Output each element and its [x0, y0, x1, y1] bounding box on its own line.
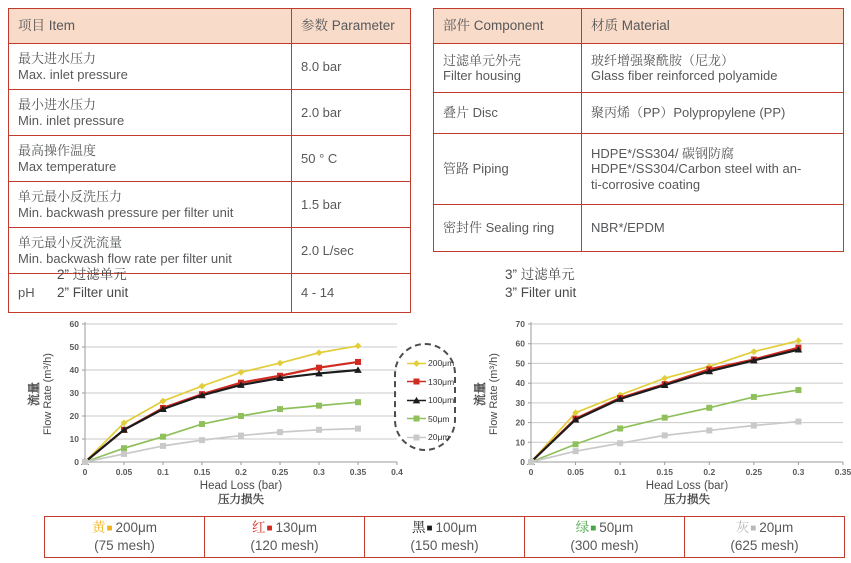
- y-tick-label: 40: [69, 365, 79, 375]
- marker-square: [160, 443, 166, 449]
- marker-square: [199, 437, 205, 443]
- marker-square: [199, 421, 205, 427]
- marker-diamond: [413, 360, 420, 367]
- mesh-count-label: (150 mesh): [410, 537, 479, 553]
- cell-line: 叠片 Disc: [443, 105, 498, 121]
- marker-diamond: [750, 348, 757, 355]
- chart-title-2in-zh: 2” 过滤单元: [57, 267, 127, 282]
- legend-item-200μm: [407, 354, 454, 373]
- y-tick-label: 60: [515, 338, 525, 349]
- parameter-header: 参数 Parameter: [292, 9, 411, 44]
- item-row: [9, 136, 411, 182]
- marker-square: [751, 394, 757, 400]
- marker-diamond: [355, 342, 362, 349]
- cell-line: 过滤单元外壳: [443, 52, 522, 68]
- mesh-count-label: (625 mesh): [730, 537, 799, 553]
- color-swatch-icon: ■: [590, 523, 597, 534]
- component-row: [434, 44, 844, 93]
- legend-marker-icon: [407, 359, 426, 368]
- marker-square: [528, 459, 534, 465]
- color-name-zh: 黑: [411, 520, 426, 535]
- marker-square: [355, 426, 361, 432]
- line-chart-3in-filter-unit: [503, 316, 851, 508]
- material-cell: [582, 205, 844, 252]
- x-tick-label: 0.2: [703, 467, 716, 477]
- x-axis-label-zh: 压力损失: [218, 494, 264, 506]
- marker-square: [706, 427, 712, 433]
- parameter-cell: 2.0 L/sec: [292, 228, 411, 274]
- x-tick-label: 0.2: [235, 467, 247, 477]
- chart-title-3in: [505, 266, 576, 302]
- cell-line: Max. inlet pressure: [18, 66, 128, 82]
- marker-diamond: [277, 360, 284, 367]
- item-cell: [9, 44, 292, 90]
- item-cell: [9, 274, 292, 313]
- cell-line: ti-corrosive coating: [591, 176, 701, 192]
- color-swatch-icon: ■: [266, 523, 273, 534]
- marker-diamond: [661, 375, 668, 382]
- y-tick-label: 0: [74, 457, 79, 467]
- cell-line: HDPE*/SS304/ 碳钢防腐: [591, 146, 735, 161]
- x-tick-label: 0.05: [567, 467, 584, 477]
- mesh-size-label: 130μm: [275, 520, 318, 535]
- color-name-zh: 绿: [575, 520, 590, 535]
- material-cell: [582, 44, 844, 93]
- item-row: [9, 182, 411, 228]
- color-name-zh: 红: [251, 520, 266, 535]
- mesh-legend-cell-130μm: [205, 517, 365, 558]
- x-tick-label: 0.1: [614, 467, 627, 477]
- legend-item-100μm: [407, 391, 454, 410]
- x-axis-label-en: Head Loss (bar): [199, 480, 283, 492]
- y-tick-label: 30: [69, 388, 79, 398]
- component-row: [434, 205, 844, 252]
- parameter-cell: 4 - 14: [292, 274, 411, 313]
- color-name-zh: 灰: [735, 520, 750, 535]
- cell-line: 玻纤增强聚酰胺（尼龙）: [591, 52, 735, 68]
- y-tick-label: 10: [515, 437, 525, 448]
- legend-marker-icon: [407, 396, 426, 405]
- marker-square: [795, 387, 801, 393]
- material-cell: [582, 93, 844, 134]
- cell-line: 聚丙烯（PP）Polypropylene (PP): [591, 105, 786, 121]
- y-tick-label: 60: [69, 319, 79, 329]
- cell-line: Glass fiber reinforced polyamide: [591, 68, 778, 83]
- chart-title-3in-en: 3” Filter unit: [505, 285, 577, 301]
- cell-line: Min. backwash flow rate per filter unit: [18, 250, 232, 266]
- item-header: 项目 Item: [9, 9, 292, 44]
- mesh-size-label: 100μm: [435, 520, 478, 535]
- x-tick-label: 0.1: [157, 467, 169, 477]
- material-header: 材质 Material: [582, 9, 844, 44]
- y-axis-label-2in-en: Flow Rate (m³/h): [41, 353, 54, 435]
- legend-label: 100μm: [428, 395, 455, 406]
- x-axis-label-en: Head Loss (bar): [645, 480, 729, 492]
- parameter-cell: 50 ° C: [292, 136, 411, 182]
- series-line-50μm: [531, 390, 798, 462]
- x-tick-label: 0.05: [115, 467, 133, 477]
- y-tick-label: 0: [520, 457, 525, 467]
- marker-square: [662, 415, 668, 421]
- mesh-count-label: (75 mesh): [94, 537, 155, 553]
- color-swatch-icon: ■: [106, 523, 113, 534]
- marker-square: [414, 434, 420, 440]
- parameter-cell: 1.5 bar: [292, 182, 411, 228]
- marker-diamond: [160, 398, 167, 405]
- color-swatch-icon: ■: [750, 523, 757, 534]
- x-tick-label: 0.3: [792, 467, 805, 477]
- marker-square: [121, 451, 127, 457]
- mesh-size-label: 50μm: [599, 520, 634, 535]
- marker-square: [355, 399, 361, 405]
- chart-title-2in-en: 2” Filter unit: [57, 285, 129, 301]
- y-tick-label: 70: [515, 319, 525, 329]
- cell-line: 最小进水压力: [18, 97, 97, 113]
- cell-line: 单元最小反洗压力: [18, 189, 123, 205]
- material-cell: [582, 134, 844, 205]
- item-cell: [9, 182, 292, 228]
- y-tick-label: 50: [515, 358, 525, 369]
- component-cell: [434, 134, 582, 205]
- x-tick-label: 0.3: [313, 467, 325, 477]
- cell-line: 最高操作温度: [18, 143, 97, 159]
- marker-square: [355, 359, 361, 365]
- cell-line: 管路 Piping: [443, 161, 509, 177]
- marker-square: [316, 365, 322, 371]
- y-axis-label-3in-en: Flow Rate (m³/h): [487, 353, 500, 435]
- mesh-size-label: 20μm: [759, 520, 794, 535]
- y-axis-label-2in-zh: 流量: [27, 382, 41, 407]
- marker-square: [238, 413, 244, 419]
- parameter-cell: 2.0 bar: [292, 90, 411, 136]
- y-tick-label: 20: [515, 417, 525, 428]
- legend-marker-icon: [407, 414, 426, 423]
- marker-square: [573, 448, 579, 454]
- marker-square: [617, 440, 623, 446]
- cell-line: 密封件 Sealing ring: [443, 220, 555, 236]
- marker-square: [316, 403, 322, 409]
- component-header: 部件 Component: [434, 9, 582, 44]
- x-tick-label: 0.15: [193, 467, 211, 477]
- color-swatch-icon: ■: [426, 523, 433, 534]
- marker-square: [706, 405, 712, 411]
- legend-item-50μm: [407, 410, 454, 429]
- y-axis-label-3in-zh: 流量: [473, 382, 487, 407]
- legend-item-130μm: [407, 373, 454, 392]
- component-row: [434, 93, 844, 134]
- cell-line: NBR*/EPDM: [591, 220, 665, 236]
- marker-square: [121, 445, 127, 451]
- cell-line: Min. backwash pressure per filter unit: [18, 204, 234, 220]
- x-tick-label: 0.25: [271, 467, 289, 477]
- cell-line: Max temperature: [18, 158, 117, 174]
- x-tick-label: 0.25: [745, 467, 763, 477]
- y-tick-label: 20: [69, 411, 79, 421]
- series-line-130μm: [531, 348, 798, 462]
- mesh-legend-cell-20μm: [685, 517, 845, 558]
- mesh-count-label: (300 mesh): [570, 537, 639, 553]
- x-tick-label: 0.4: [391, 467, 403, 477]
- component-material-table: [433, 8, 844, 252]
- parameter-cell: 8.0 bar: [292, 44, 411, 90]
- x-axis-label-zh: 压力损失: [664, 494, 710, 506]
- marker-square: [160, 434, 166, 440]
- legend-label: 50μm: [428, 413, 450, 424]
- item-row: [9, 90, 411, 136]
- mesh-legend-cell-200μm: [45, 517, 205, 558]
- legend-label: 200μm: [428, 358, 455, 369]
- marker-square: [795, 419, 801, 425]
- mesh-legend-cell-50μm: [525, 517, 685, 558]
- marker-square: [414, 416, 420, 422]
- legend-marker-icon: [407, 377, 426, 386]
- mesh-size-label: 200μm: [115, 520, 158, 535]
- mesh-size-legend-table: [44, 516, 845, 558]
- component-row: [434, 134, 844, 205]
- cell-line: pH: [18, 285, 35, 301]
- marker-square: [573, 441, 579, 447]
- item-cell: [9, 90, 292, 136]
- marker-square: [238, 433, 244, 439]
- marker-square: [82, 459, 88, 465]
- cell-line: 最大进水压力: [18, 51, 97, 67]
- item-cell: [9, 136, 292, 182]
- marker-square: [414, 379, 420, 385]
- cell-line: HDPE*/SS304/Carbon steel with an-: [591, 161, 802, 177]
- x-tick-label: 0.15: [656, 467, 673, 477]
- table-header-row: [9, 9, 411, 44]
- marker-square: [617, 425, 623, 431]
- y-tick-label: 50: [69, 342, 79, 352]
- component-cell: [434, 93, 582, 134]
- cell-line: Min. inlet pressure: [18, 112, 125, 128]
- cell-line: Filter housing: [443, 68, 522, 83]
- legend-marker-icon: [407, 433, 426, 442]
- legend-item-20μm: [407, 428, 454, 447]
- component-cell: [434, 44, 582, 93]
- chart-title-3in-zh: 3” 过滤单元: [505, 267, 575, 282]
- marker-square: [662, 432, 668, 438]
- legend-label: 130μm: [428, 376, 455, 387]
- marker-diamond: [795, 337, 802, 344]
- marker-diamond: [316, 349, 323, 356]
- x-tick-label: 0: [82, 467, 88, 477]
- chart-title-2in: [57, 266, 128, 302]
- marker-square: [277, 429, 283, 435]
- mesh-legend-cell-100μm: [365, 517, 525, 558]
- component-cell: [434, 205, 582, 252]
- item-row: [9, 44, 411, 90]
- x-tick-label: 0.35: [834, 467, 851, 477]
- marker-square: [277, 406, 283, 412]
- y-tick-label: 40: [515, 378, 525, 389]
- mesh-legend-row: [45, 517, 845, 558]
- line-chart-2in-filter-unit: [57, 316, 407, 508]
- x-tick-label: 0.35: [349, 467, 367, 477]
- y-tick-label: 10: [69, 434, 79, 444]
- marker-square: [751, 423, 757, 429]
- color-name-zh: 黄: [91, 520, 106, 535]
- mesh-count-label: (120 mesh): [250, 537, 319, 553]
- marker-square: [316, 427, 322, 433]
- y-tick-label: 30: [515, 397, 525, 408]
- cell-line: 单元最小反洗流量: [18, 235, 123, 251]
- x-tick-label: 0: [528, 467, 534, 477]
- marker-diamond: [199, 383, 206, 390]
- legend-label: 20μm: [428, 432, 450, 443]
- table-header-row: [434, 9, 844, 44]
- chart-legend: [394, 343, 456, 451]
- item-cell: [9, 228, 292, 274]
